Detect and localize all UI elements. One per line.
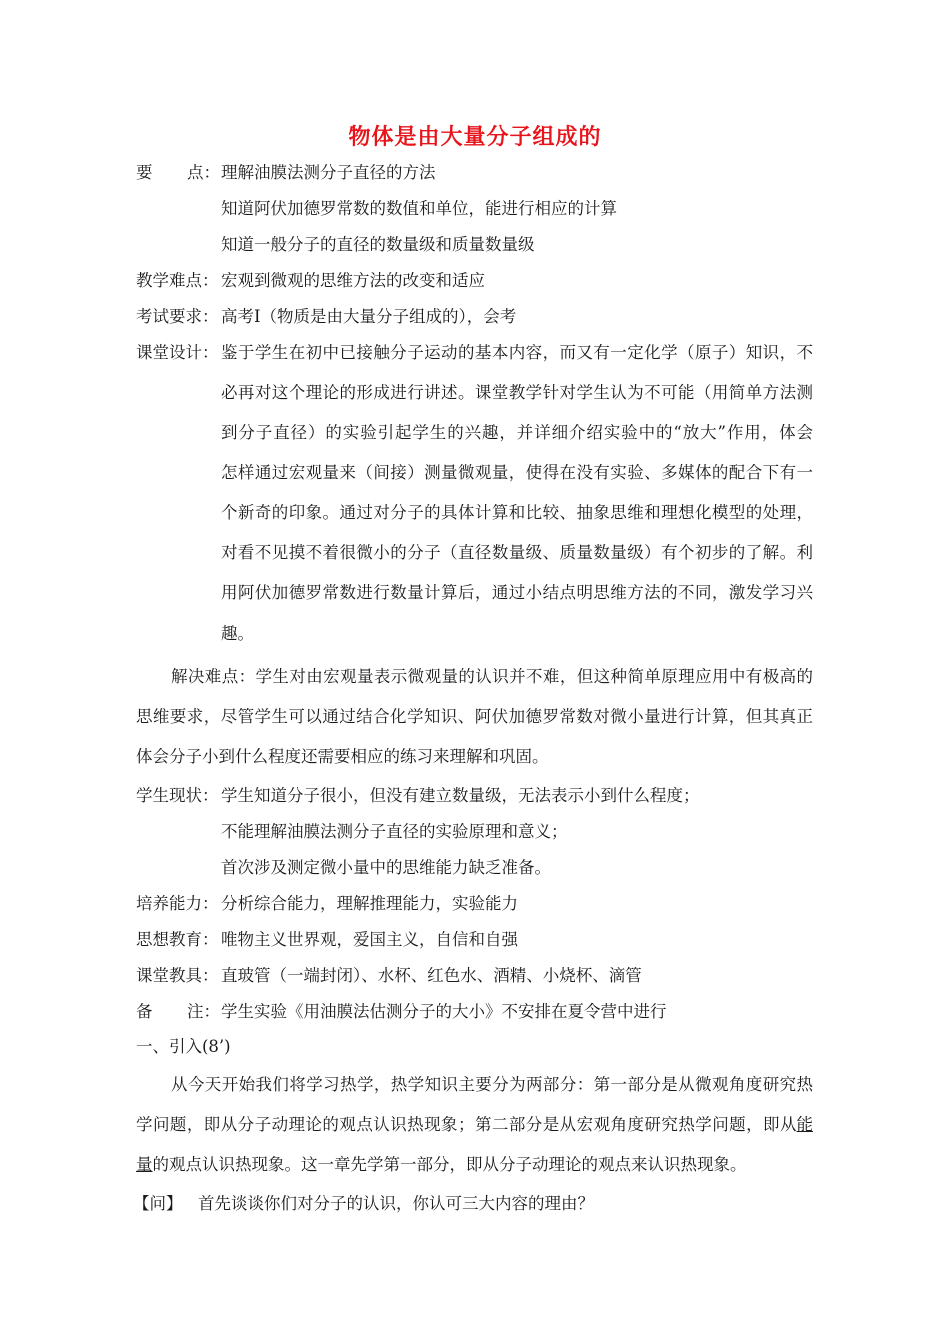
key-point-item: 理解油膜法测分子直径的方法 <box>221 163 436 182</box>
note-label-b: 注： <box>187 1002 220 1021</box>
intro-underlined-text: 量 <box>136 1155 153 1174</box>
intro-line <box>136 1155 747 1175</box>
key-points-label-a: 要 <box>136 163 153 182</box>
design-line: 必再对这个理论的形成进行讲述。课堂教学针对学生认为不可能（用简单方法测 <box>221 383 813 402</box>
question-text: 首先谈谈你们对分子的认识，你认可三大内容的理由？ <box>198 1194 594 1213</box>
ideology-label: 思想教育： <box>136 930 219 949</box>
design-line: 用阿伏加德罗常数进行数量计算后，通过小结点明思维方法的不同，激发学习兴 <box>221 583 813 602</box>
section-heading: 一、引入(8’) <box>136 1037 231 1056</box>
design-line: 对看不见摸不着很微小的分子（直径数量级、质量数量级）有个初步的了解。利 <box>221 543 813 562</box>
exam-text: 高考Ⅰ（物质是由大量分子组成的），会考 <box>221 307 517 326</box>
design-line: 怎样通过宏观量来（间接）测量微观量，使得在没有实验、多媒体的配合下有一 <box>221 463 813 482</box>
tools-label: 课堂教具： <box>136 966 219 985</box>
status-item: 首次涉及测定微小量中的思维能力缺乏准备。 <box>221 858 551 877</box>
tools-text: 直玻管（一端封闭）、水杯、红色水、酒精、小烧杯、滴管 <box>221 966 642 985</box>
status-item: 不能理解油膜法测分子直径的实验原理和意义； <box>221 822 568 841</box>
intro-line-text: 的观点认识热现象。这一章先学第一部分，即从分子动理论的观点来认识热现象。 <box>152 1155 747 1174</box>
key-point-item: 知道阿伏加德罗常数的数值和单位，能进行相应的计算 <box>221 199 617 218</box>
intro-underlined-text: 能 <box>796 1115 813 1134</box>
solution-line: 解决难点：学生对由宏观量表示微观量的认识并不难，但这种简单原理应用中有极高的 <box>171 667 813 686</box>
design-line: 个新奇的印象。通过对分子的具体计算和比较、抽象思维和理想化模型的处理， <box>221 503 813 522</box>
intro-line-text: 学问题，即从分子动理论的观点认识热现象；第二部分是从宏观角度研究热学问题，即从 <box>136 1115 797 1134</box>
question-tag: 【问】 <box>133 1194 183 1213</box>
solution-line: 思维要求，尽管学生可以通过结合化学知识、阿伏加德罗常数对微小量进行计算，但其真正 <box>136 707 813 726</box>
design-label: 课堂设计： <box>136 343 219 362</box>
design-line: 鉴于学生在初中已接触分子运动的基本内容，而又有一定化学（原子）知识，不 <box>221 343 813 362</box>
status-item: 学生知道分子很小，但没有建立数量级，无法表示小到什么程度； <box>221 786 700 805</box>
key-points-label-b: 点： <box>187 163 220 182</box>
ability-label: 培养能力： <box>136 894 219 913</box>
design-line: 趣。 <box>221 624 254 643</box>
design-line: 到分子直径）的实验引起学生的兴趣，并详细介绍实验中的“放大”作用，体会 <box>221 423 813 442</box>
difficulty-text: 宏观到微观的思维方法的改变和适应 <box>221 271 485 290</box>
difficulty-label: 教学难点： <box>136 271 219 290</box>
ideology-text: 唯物主义世界观，爱国主义，自信和自强 <box>221 930 518 949</box>
note-label-a: 备 <box>136 1002 153 1021</box>
intro-line <box>136 1115 813 1135</box>
intro-line: 从今天开始我们将学习热学，热学知识主要分为两部分：第一部分是从微观角度研究热 <box>171 1075 813 1094</box>
document-title: 物体是由大量分子组成的 <box>348 124 602 150</box>
exam-label: 考试要求： <box>136 307 219 326</box>
key-point-item: 知道一般分子的直径的数量级和质量数量级 <box>221 235 535 254</box>
solution-line: 体会分子小到什么程度还需要相应的练习来理解和巩固。 <box>136 747 549 766</box>
note-text: 学生实验《用油膜法估测分子的大小》不安排在夏令营中进行 <box>221 1002 667 1021</box>
status-label: 学生现状： <box>136 786 219 805</box>
ability-text: 分析综合能力，理解推理能力，实验能力 <box>221 894 518 913</box>
